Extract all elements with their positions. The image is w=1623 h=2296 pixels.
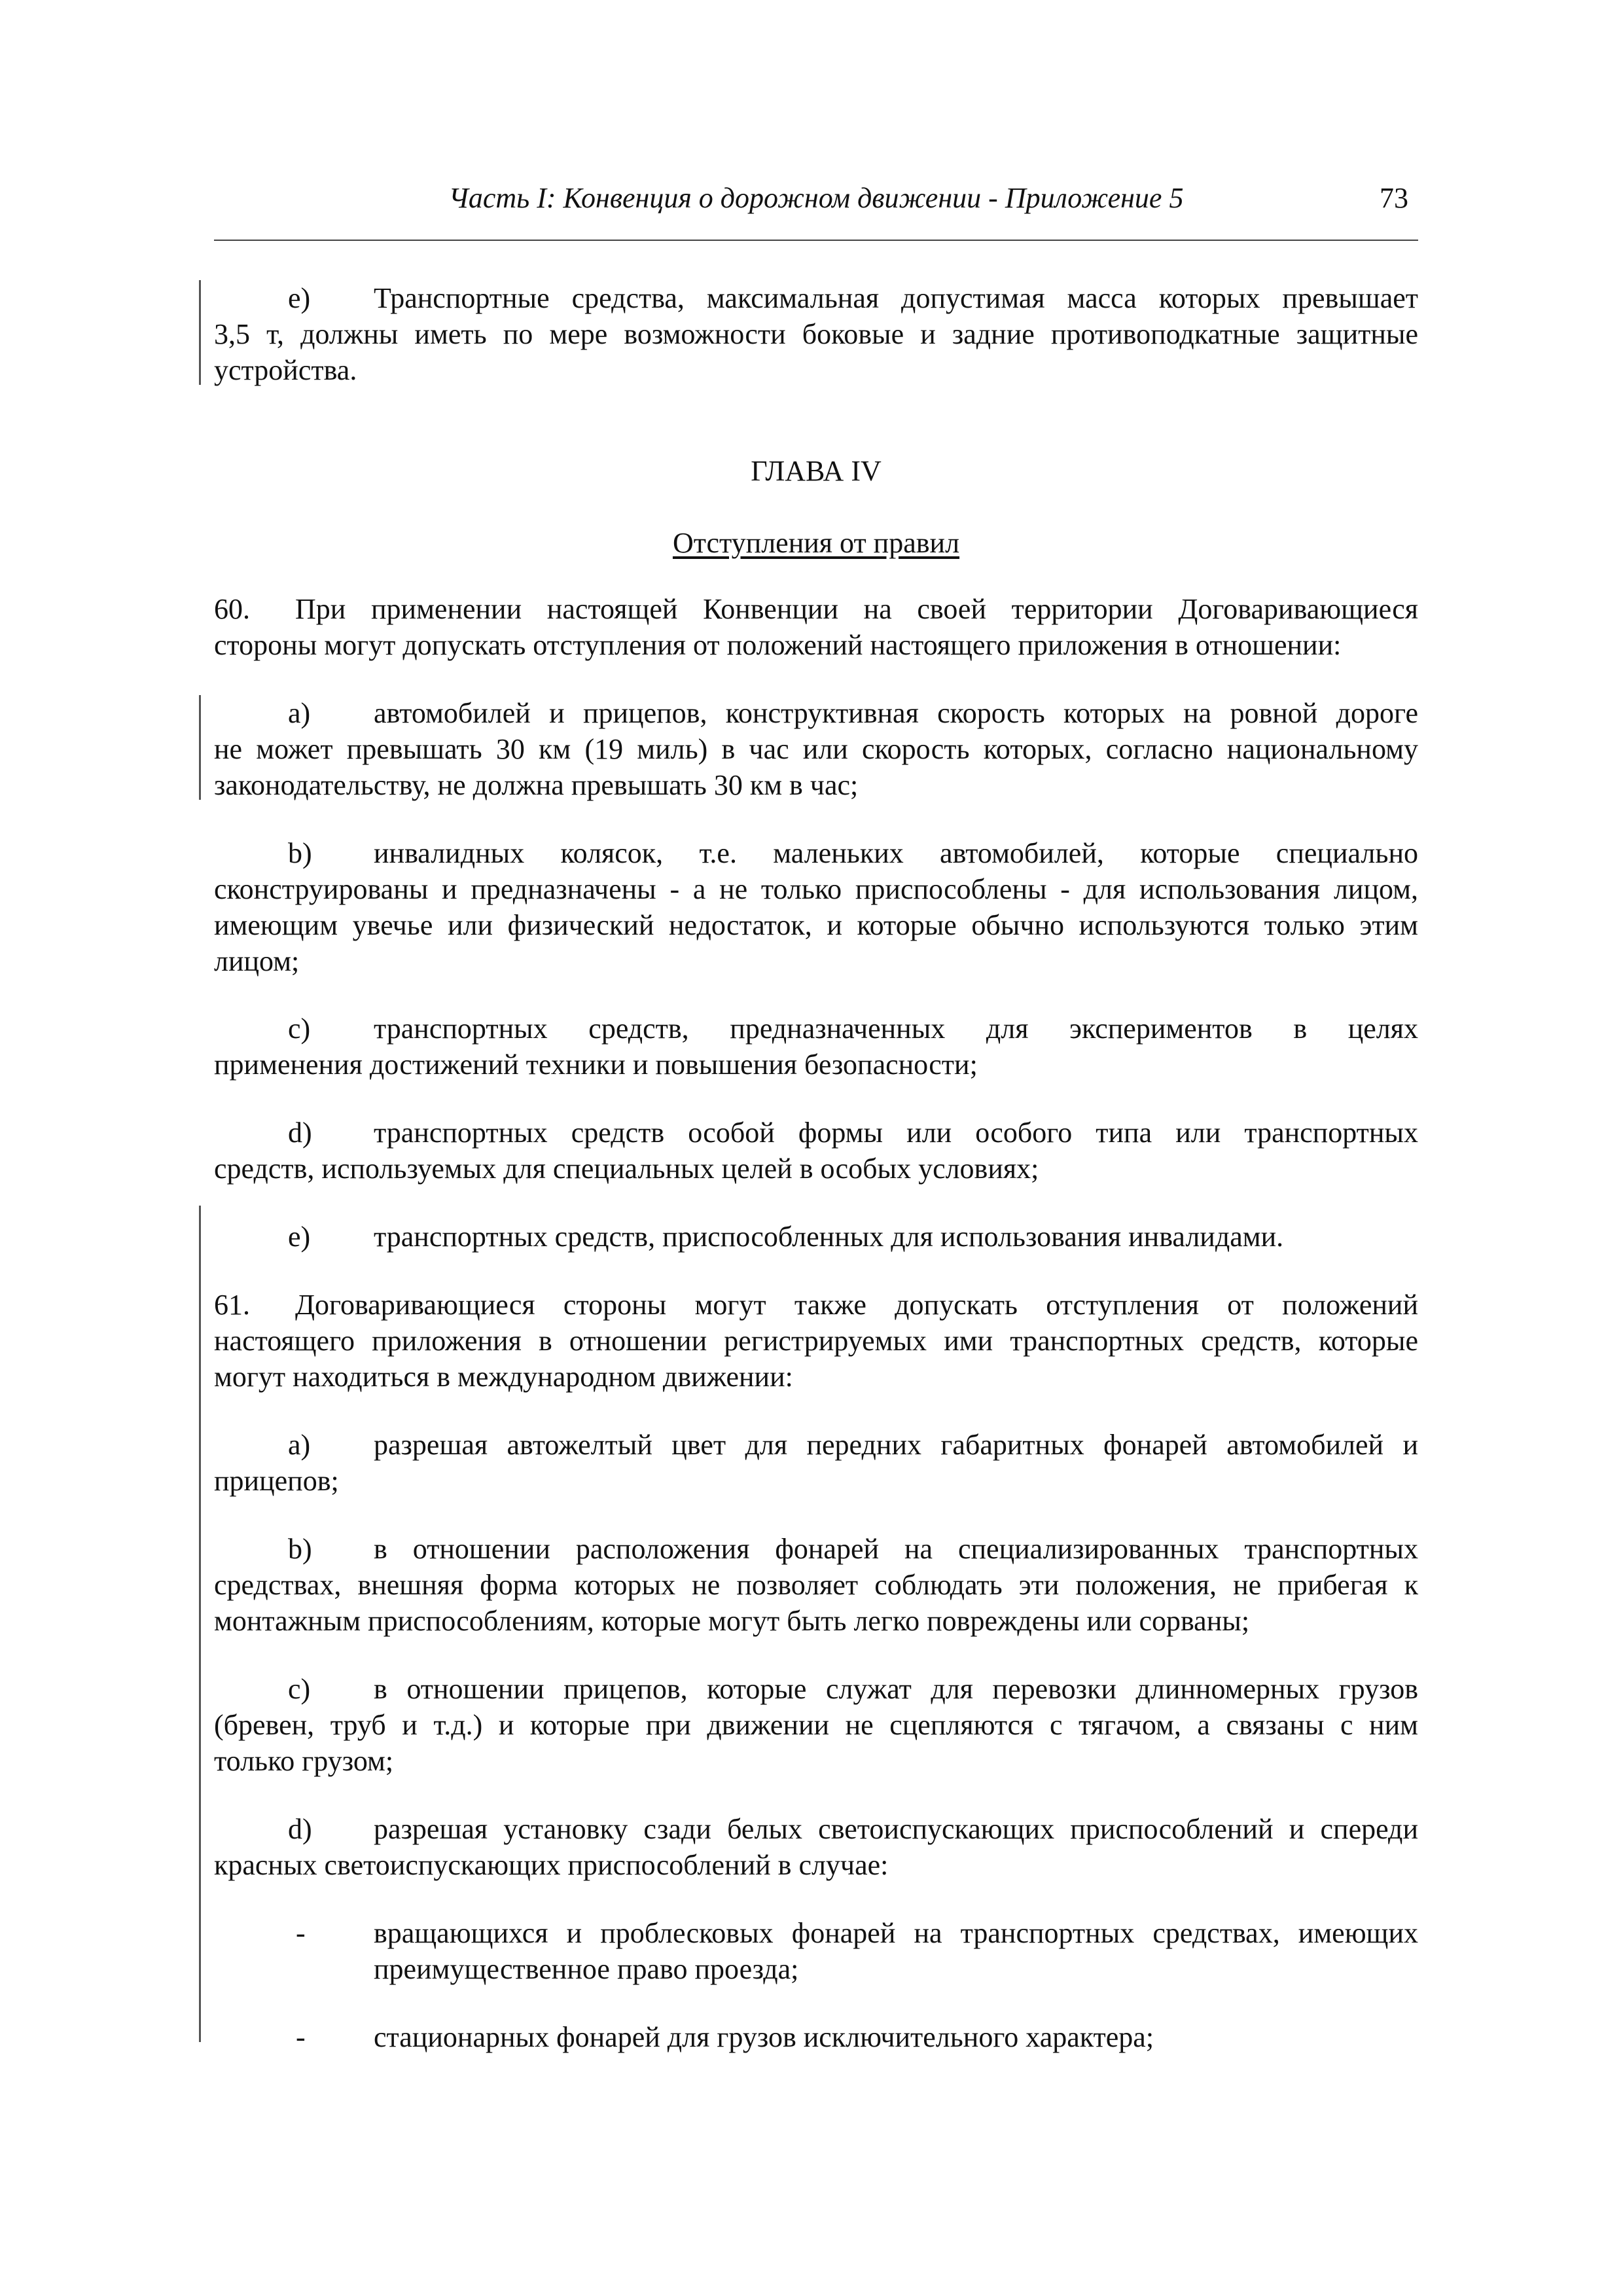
dash-item-body [374, 1915, 1418, 1987]
item-line: разрешая установку сзади белых светоиспускающих приспособлений и спереди [374, 1813, 1418, 1845]
item-line: Транспортные средства, максимальная допустимая масса которых превышает [374, 282, 1418, 314]
item-line: только грузом; [214, 1745, 394, 1777]
list-item [214, 1115, 1418, 1151]
item-line: лицом; [214, 945, 300, 977]
subheading-text: Отступления от правил [672, 527, 960, 559]
list-item [214, 1531, 1418, 1567]
item-line: преимущественное право проезда; [374, 1953, 799, 1985]
page-header [214, 177, 1418, 220]
paragraph-line: При применении настоящей Конвенции на своей территории Договаривающиеся [295, 593, 1418, 625]
item-continuation [214, 1047, 1418, 1083]
paragraph-continuation [214, 1323, 1418, 1395]
paragraph-continuation [214, 627, 1418, 663]
item-line: красных светоиспускающих приспособлений в случае: [214, 1849, 889, 1881]
item-continuation [214, 1151, 1418, 1187]
revision-bar [199, 280, 201, 385]
item-line: в отношении прицепов, которые служат для перевозки длинномерных грузов [374, 1673, 1418, 1705]
item-line: монтажным приспособлениям, которые могут быть легко повреждены или сорваны; [214, 1605, 1250, 1637]
item-continuation [214, 731, 1418, 803]
list-item [214, 1219, 1418, 1255]
item-line: прицепов; [214, 1465, 339, 1497]
list-item [214, 280, 1418, 316]
item-line: 3,5 т, должны иметь по мере возможности боковые и задние противоподкатные защитные [214, 318, 1418, 350]
paragraph-line: Договаривающиеся стороны могут также допускать отступления от положений [295, 1289, 1418, 1321]
revision-bar [199, 1206, 201, 2042]
list-item [214, 1427, 1418, 1463]
paragraph-line: стороны могут допускать отступления от положений настоящего приложения в отношении: [214, 629, 1342, 661]
item-line: вращающихся и проблесковых фонарей на транспортных средствах, имеющих [374, 1917, 1418, 1949]
chapter-subheading [214, 525, 1418, 561]
list-item [214, 1811, 1418, 1847]
item-line: не может превышать 30 км (19 миль) в час или скорость которых, согласно национальному [214, 733, 1418, 765]
dash-marker: - [296, 1917, 306, 1949]
item-line: имеющим увечье или физический недостаток, и которые обычно используются только этим [214, 909, 1418, 941]
list-item [214, 695, 1418, 731]
item-line: стационарных фонарей для грузов исключительного характера; [374, 2021, 1154, 2053]
item-label: a) [288, 1429, 311, 1461]
item-line: законодательству, не должна превышать 30 км в час; [214, 769, 859, 801]
item-continuation [214, 1707, 1418, 1779]
item-line: средствах, внешняя форма которых не позволяет соблюдать эти положения, не прибегая к [214, 1569, 1418, 1601]
item-continuation [214, 1567, 1418, 1639]
item-line: устройства. [214, 354, 357, 386]
item-continuation [214, 1463, 1418, 1499]
item-continuation [214, 1847, 1418, 1883]
item-label: b) [288, 837, 312, 869]
header-title: Часть I: Конвенция о дорожном движении - Приложение 5 [448, 182, 1184, 214]
item-line: транспортных средств, приспособленных для использования инвалидами. [374, 1221, 1284, 1253]
item-label: e) [288, 282, 311, 314]
list-item [214, 1011, 1418, 1047]
dash-item-body [374, 2019, 1418, 2055]
item-line: транспортных средств особой формы или особого типа или транспортных [374, 1117, 1418, 1149]
item-line: разрешая автожелтый цвет для передних габаритных фонарей автомобилей и [374, 1429, 1418, 1461]
item-line: (бревен, труб и т.д.) и которые при движении не сцепляются с тягачом, а связаны с ним [214, 1709, 1418, 1741]
page-number: 73 [1380, 182, 1408, 214]
item-line: сконструированы и предназначены - а не только приспособлены - для использования лицом, [214, 873, 1418, 905]
item-label: b) [288, 1533, 312, 1565]
paragraph-number: 60. [214, 593, 250, 625]
list-item [214, 1671, 1418, 1707]
item-label: c) [288, 1013, 311, 1045]
paragraph-61 [214, 1287, 1418, 1323]
list-item [214, 835, 1418, 871]
paragraph-line: настоящего приложения в отношении регистрируемых ими транспортных средств, которые [214, 1325, 1418, 1357]
dash-marker: - [296, 2021, 306, 2053]
item-continuation [214, 316, 1418, 388]
item-label: e) [288, 1221, 311, 1253]
item-label: c) [288, 1673, 311, 1705]
item-continuation [214, 871, 1418, 979]
paragraph-number: 61. [214, 1289, 250, 1321]
header-divider [214, 240, 1418, 241]
item-label: d) [288, 1813, 312, 1845]
item-label: d) [288, 1117, 312, 1149]
item-line: автомобилей и прицепов, конструктивная скорость которых на ровной дороге [374, 697, 1418, 729]
paragraph-60 [214, 591, 1418, 627]
revision-bar [199, 695, 201, 800]
item-line: транспортных средств, предназначенных для экспериментов в целях [374, 1013, 1418, 1045]
item-line: в отношении расположения фонарей на специализированных транспортных [374, 1533, 1418, 1565]
item-label: a) [288, 697, 311, 729]
paragraph-line: могут находиться в международном движении: [214, 1361, 793, 1393]
item-line: средств, используемых для специальных целей в особых условиях; [214, 1153, 1039, 1185]
item-line: инвалидных колясок, т.е. маленьких автомобилей, которые специально [374, 837, 1418, 869]
chapter-heading: ГЛАВА IV [751, 455, 882, 487]
item-line: применения достижений техники и повышения безопасности; [214, 1049, 978, 1081]
